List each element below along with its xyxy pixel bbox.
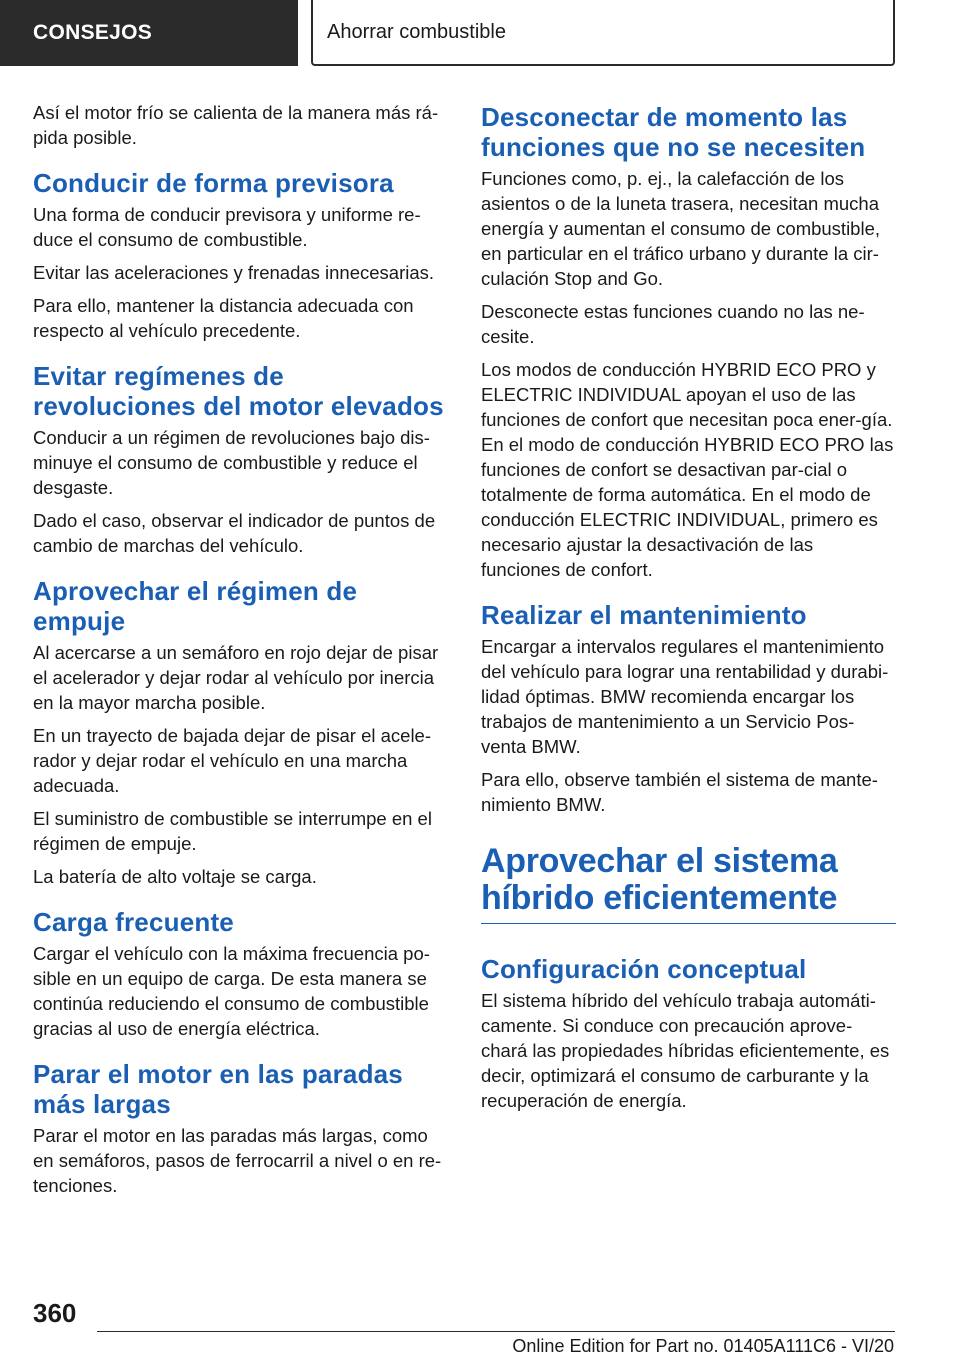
paragraph: Funciones como, p. ej., la calefacción de los asientos o de la luneta trasera, necesitan mucha energía y aumentan el consumo de combustible, en particular en el tráfico urbano y durante la cir-culación Stop and Go. [481, 168, 881, 289]
left-column [33, 100, 448, 1206]
section-heading-maintenance: Realizar el mantenimiento [481, 600, 807, 630]
section-tab [0, 0, 298, 66]
section-label: CONSEJOS [33, 21, 153, 44]
paragraph: Al acercarse a un semáforo en rojo dejar de pisar el acelerador y dejar rodar al vehículo por inercia en la mayor marcha posible. [33, 642, 439, 713]
section-heading-disable-functions: Desconectar de momento las funciones que no se necesiten [481, 102, 866, 162]
chapter-label: Ahorrar combustible [327, 20, 506, 43]
paragraph: Conducir a un régimen de revoluciones bajo dis-minuye el consumo de combustible y reduce el desgaste. [33, 427, 430, 498]
section-heading-conceptual-configuration: Configuración conceptual [481, 954, 807, 984]
paragraph: Los modos de conducción HYBRID ECO PRO y ELECTRIC INDIVIDUAL apoyan el uso de las funciones de confort que necesitan poca ener-gía. En el modo de conducción HYBRID ECO PRO las funciones de confort se desactivan par-cial o totalmente de forma automática. En el modo de conducción ELECTRIC INDIVIDUAL, primero es necesario ajustar la desactivación de las funciones de confort. [481, 359, 894, 580]
paragraph: Cargar el vehículo con la máxima frecuencia po-sible en un equipo de carga. De esta manera se continúa reduciendo el consumo de combustible gracias al uso de energía eléctrica. [33, 943, 430, 1039]
paragraph: Para ello, observe también el sistema de mante-nimiento BMW. [481, 769, 878, 815]
chapter-heading-hybrid-system: Aprovechar el sistema híbrido eficientemente [481, 843, 896, 924]
paragraph: El suministro de combustible se interrumpe en el régimen de empuje. [33, 808, 432, 854]
page-number: 360 [33, 1298, 77, 1328]
paragraph: La batería de alto voltaje se carga. [33, 866, 317, 887]
paragraph: El sistema híbrido del vehículo trabaja automáti-camente. Si conduce con precaución aprove-chará las propiedades híbridas eficientemente, es decir, optimizará el consumo de carburante y la recuperación de energía. [481, 990, 890, 1111]
chapter-tab [311, 0, 895, 66]
paragraph: Dado el caso, observar el indicador de puntos de cambio de marchas del vehículo. [33, 510, 436, 556]
section-heading-anticipatory-driving: Conducir de forma previsora [33, 168, 394, 198]
paragraph: Desconecte estas funciones cuando no las ne-cesite. [481, 301, 865, 347]
section-heading-coasting: Aprovechar el régimen de empuje [33, 576, 358, 636]
intro-paragraph: Así el motor frío se calienta de la manera más rá-pida posible. [33, 102, 439, 148]
paragraph: Una forma de conducir previsora y uniforme re-duce el consumo de combustible. [33, 204, 421, 250]
paragraph: Para ello, mantener la distancia adecuada con respecto al vehículo precedente. [33, 295, 414, 341]
right-column [481, 100, 896, 1121]
section-heading-stop-engine: Parar el motor en las paradas más largas [33, 1059, 403, 1119]
footer-divider [97, 1331, 895, 1332]
paragraph: Encargar a intervalos regulares el mantenimiento del vehículo para lograr una rentabilidad y durabi-lidad óptimas. BMW recomienda encargar los trabajos de mantenimiento a un Servicio Pos-venta BMW. [481, 636, 889, 757]
paragraph: Evitar las aceleraciones y frenadas innecesarias. [33, 262, 435, 283]
section-heading-high-revs: Evitar regímenes de revoluciones del motor elevados [33, 361, 444, 421]
edition-note: Online Edition for Part no. 01405A111C6 - VI/20 [512, 1336, 894, 1356]
paragraph: En un trayecto de bajada dejar de pisar el acele-rador y dejar rodar el vehículo en una marcha adecuada. [33, 725, 432, 796]
section-heading-frequent-charging: Carga frecuente [33, 907, 234, 937]
paragraph: Parar el motor en las paradas más largas, como en semáforos, pasos de ferrocarril a nivel o en re-tenciones. [33, 1125, 442, 1196]
